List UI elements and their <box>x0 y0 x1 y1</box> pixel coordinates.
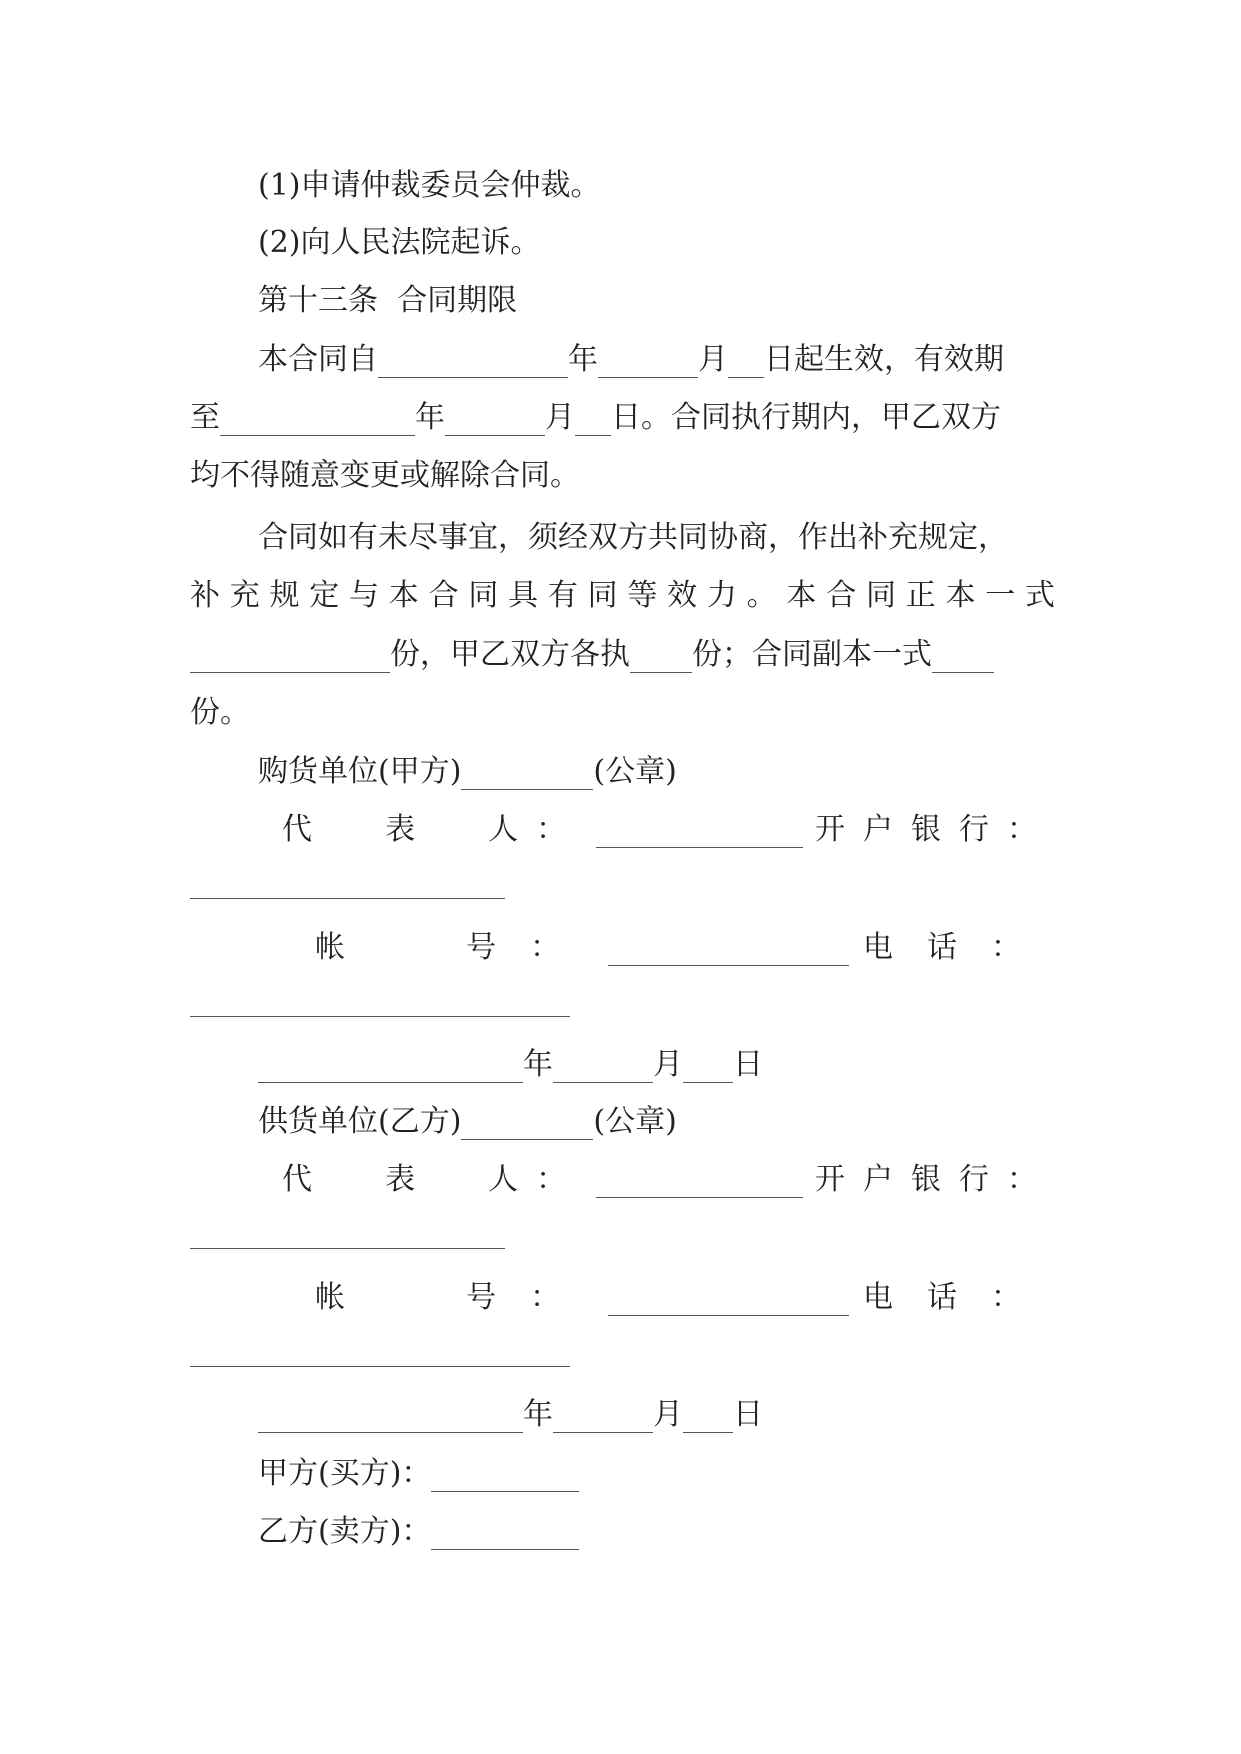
buyer-unit-label: 购货单位(甲方) <box>258 754 462 789</box>
buyer-rep-label: 代 表 人： <box>282 812 585 847</box>
party-a-blank[interactable] <box>431 1465 579 1492</box>
misc-text: 份，甲乙双方各执 <box>390 637 630 672</box>
seller-unit-label: 供货单位(乙方) <box>258 1104 462 1139</box>
year-label: 年 <box>415 400 445 435</box>
seller-rep-label: 代 表 人： <box>282 1162 585 1197</box>
buyer-rep-line <box>282 812 1055 848</box>
party-b-line <box>258 1514 579 1550</box>
seller-date-line <box>258 1397 763 1433</box>
seller-rep-blank[interactable] <box>596 1171 803 1198</box>
year-label: 年 <box>568 342 598 377</box>
duplicate-copies-blank[interactable] <box>932 646 994 673</box>
misc-line-2: 补充规定与本合同具有同等效力。本合同正本一式 <box>190 578 1055 613</box>
seller-bank-blank[interactable] <box>190 1222 505 1249</box>
buyer-month-blank[interactable] <box>553 1056 653 1083</box>
buyer-tel-blank[interactable] <box>190 990 570 1017</box>
seller-month-blank[interactable] <box>553 1406 653 1433</box>
buyer-year-blank[interactable] <box>258 1056 523 1083</box>
start-day-blank[interactable] <box>728 351 764 378</box>
each-party-copies-blank[interactable] <box>630 646 692 673</box>
buyer-tel-label: 电话： <box>863 930 1055 965</box>
buyer-unit-blank[interactable] <box>461 763 593 790</box>
seller-unit-blank[interactable] <box>461 1113 593 1140</box>
misc-text: 份；合同副本一式 <box>692 637 932 672</box>
start-month-blank[interactable] <box>598 351 698 378</box>
buyer-bank-label: 开户银行： <box>815 812 1055 847</box>
article-13-heading: 第十三条 合同期限 <box>258 283 518 318</box>
misc-line-4: 份。 <box>190 695 250 730</box>
term-text: 日。合同执行期内，甲乙双方 <box>611 400 1001 435</box>
seller-seal-label: (公章) <box>593 1104 677 1139</box>
seller-bank-label: 开户银行： <box>815 1162 1055 1197</box>
end-month-blank[interactable] <box>445 409 545 436</box>
party-a-label: 甲方(买方)： <box>258 1456 432 1491</box>
buyer-acct-line <box>315 930 1055 966</box>
misc-line-1: 合同如有未尽事宜，须经双方共同协商，作出补充规定， <box>258 520 1008 555</box>
party-b-label: 乙方(卖方)： <box>258 1514 432 1549</box>
seller-day-label: 日 <box>733 1397 763 1432</box>
misc-line-3 <box>190 637 1055 673</box>
seller-month-label: 月 <box>653 1397 683 1432</box>
buyer-day-label: 日 <box>733 1047 763 1082</box>
term-line-1 <box>258 342 1055 378</box>
seller-tel-blank[interactable] <box>190 1340 570 1367</box>
month-label: 月 <box>698 342 728 377</box>
seller-acct-line <box>315 1280 1055 1316</box>
clause-arbitration: (1)申请仲裁委员会仲裁。 <box>258 168 601 203</box>
seller-acct-label: 帐 号： <box>315 1280 595 1315</box>
term-line-3: 均不得随意变更或解除合同。 <box>190 458 580 493</box>
buyer-day-blank[interactable] <box>683 1056 733 1083</box>
original-copies-blank[interactable] <box>190 646 390 673</box>
buyer-date-line <box>258 1047 763 1083</box>
buyer-rep-blank[interactable] <box>596 821 803 848</box>
term-line-2 <box>190 400 1055 436</box>
seller-year-blank[interactable] <box>258 1406 523 1433</box>
buyer-year-label: 年 <box>523 1047 553 1082</box>
seller-rep-line <box>282 1162 1055 1198</box>
buyer-month-label: 月 <box>653 1047 683 1082</box>
buyer-bank-blank[interactable] <box>190 872 505 899</box>
term-text: 日起生效，有效期 <box>764 342 1004 377</box>
seller-tel-label: 电话： <box>863 1280 1055 1315</box>
month-label: 月 <box>545 400 575 435</box>
seller-day-blank[interactable] <box>683 1406 733 1433</box>
seller-acct-blank[interactable] <box>608 1289 849 1316</box>
term-text: 至 <box>190 400 220 435</box>
buyer-seal-label: (公章) <box>593 754 677 789</box>
end-day-blank[interactable] <box>575 409 611 436</box>
buyer-acct-label: 帐 号： <box>315 930 595 965</box>
buyer-acct-blank[interactable] <box>608 939 849 966</box>
seller-year-label: 年 <box>523 1397 553 1432</box>
end-year-blank[interactable] <box>220 409 415 436</box>
clause-litigation: (2)向人民法院起诉。 <box>258 225 541 260</box>
term-text: 本合同自 <box>258 342 378 377</box>
seller-unit-line <box>258 1104 677 1140</box>
party-b-blank[interactable] <box>431 1523 579 1550</box>
start-year-blank[interactable] <box>378 351 568 378</box>
party-a-line <box>258 1456 579 1492</box>
buyer-unit-line <box>258 754 677 790</box>
